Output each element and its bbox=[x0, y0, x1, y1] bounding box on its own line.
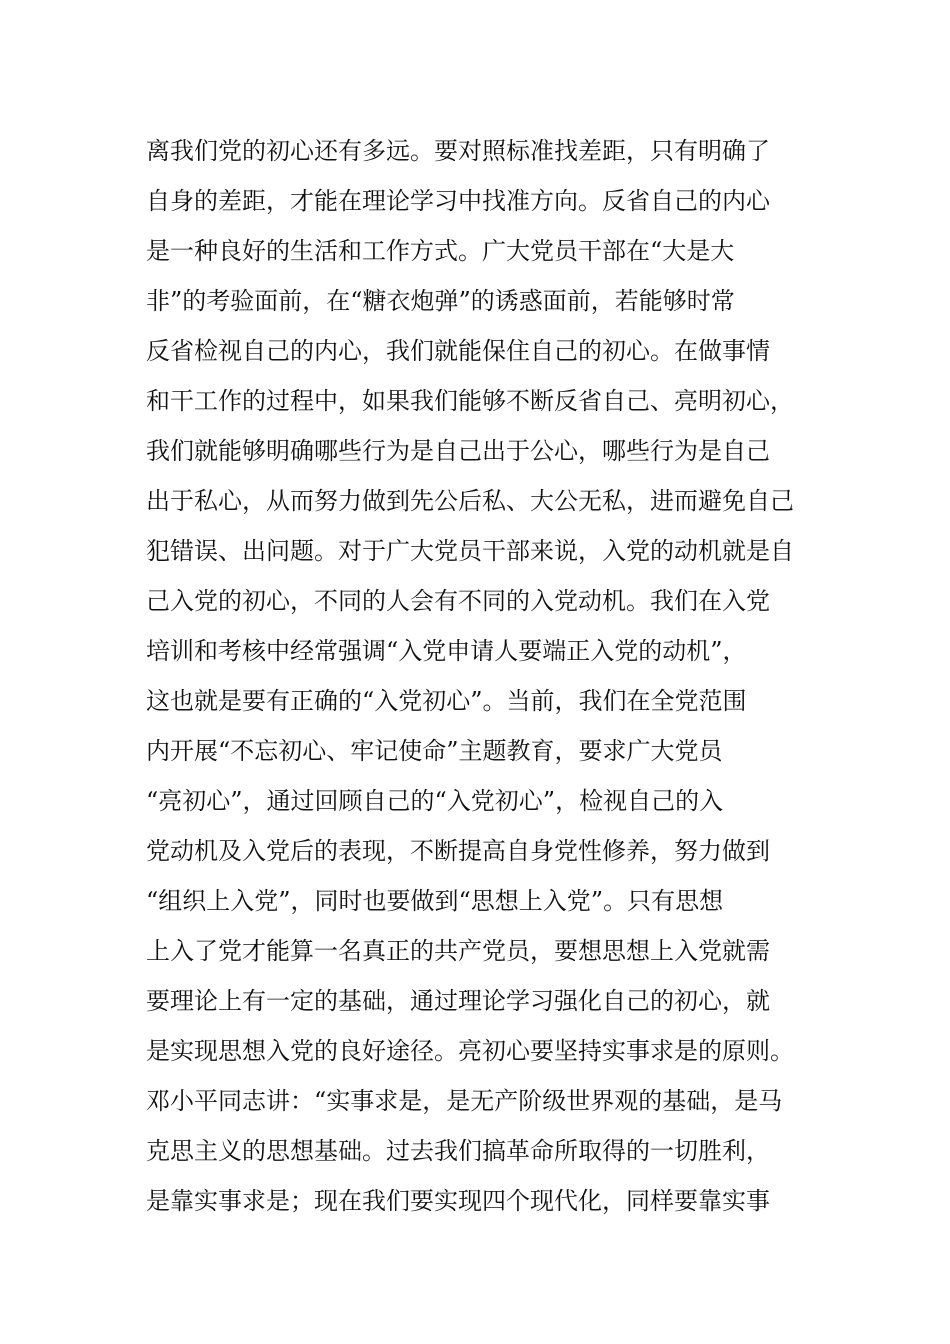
text-line: 我们就能够明确哪些行为是自己出于公心，哪些行为是自己 bbox=[146, 437, 770, 465]
text-line: 非”的考验面前，在“糖衣炮弹”的诱惑面前，若能够时常 bbox=[146, 287, 735, 315]
text-line: 和干工作的过程中，如果我们能够不断反省自己、亮明初心， bbox=[146, 387, 794, 415]
text-line: 这也就是要有正确的“入党初心”。当前，我们在全党范围 bbox=[146, 687, 747, 715]
text-line: 是实现思想入党的良好途径。亮初心要坚持实事求是的原则。 bbox=[146, 1037, 794, 1065]
text-line: 出于私心，从而努力做到先公后私、大公无私，进而避免自己 bbox=[146, 487, 794, 515]
text-line: 克思主义的思想基础。过去我们搞革命所取得的一切胜利， bbox=[146, 1137, 770, 1165]
text-line: 反省检视自己的内心，我们就能保住自己的初心。在做事情 bbox=[146, 337, 770, 365]
text-line: 内开展“不忘初心、牢记使命”主题教育，要求广大党员 bbox=[146, 737, 723, 765]
text-line: 是一种良好的生活和工作方式。广大党员干部在“大是大 bbox=[146, 237, 735, 265]
text-line: 邓小平同志讲：“实事求是，是无产阶级世界观的基础，是马 bbox=[146, 1087, 783, 1115]
text-line: 离我们党的初心还有多远。要对照标准找差距，只有明确了 bbox=[146, 137, 770, 165]
text-line: 上入了党才能算一名真正的共产党员，要想思想上入党就需 bbox=[146, 937, 770, 965]
text-line: 党动机及入党后的表现，不断提高自身党性修养，努力做到 bbox=[146, 837, 770, 865]
text-line: 犯错误、出问题。对于广大党员干部来说，入党的动机就是自 bbox=[146, 537, 794, 565]
text-line: “组织上入党”，同时也要做到“思想上入党”。只有思想 bbox=[146, 887, 724, 915]
body-paragraph bbox=[146, 126, 816, 1226]
text-line: “亮初心”，通过回顾自己的“入党初心”，检视自己的入 bbox=[146, 787, 724, 815]
text-line: 自身的差距，才能在理论学习中找准方向。反省自己的内心 bbox=[146, 187, 770, 215]
text-line: 己入党的初心，不同的人会有不同的入党动机。我们在入党 bbox=[146, 587, 770, 615]
text-line: 培训和考核中经常强调“入党申请人要端正入党的动机”， bbox=[146, 637, 747, 665]
text-line: 要理论上有一定的基础，通过理论学习强化自己的初心，就 bbox=[146, 987, 770, 1015]
text-line: 是靠实事求是；现在我们要实现四个现代化，同样要靠实事 bbox=[146, 1187, 770, 1215]
